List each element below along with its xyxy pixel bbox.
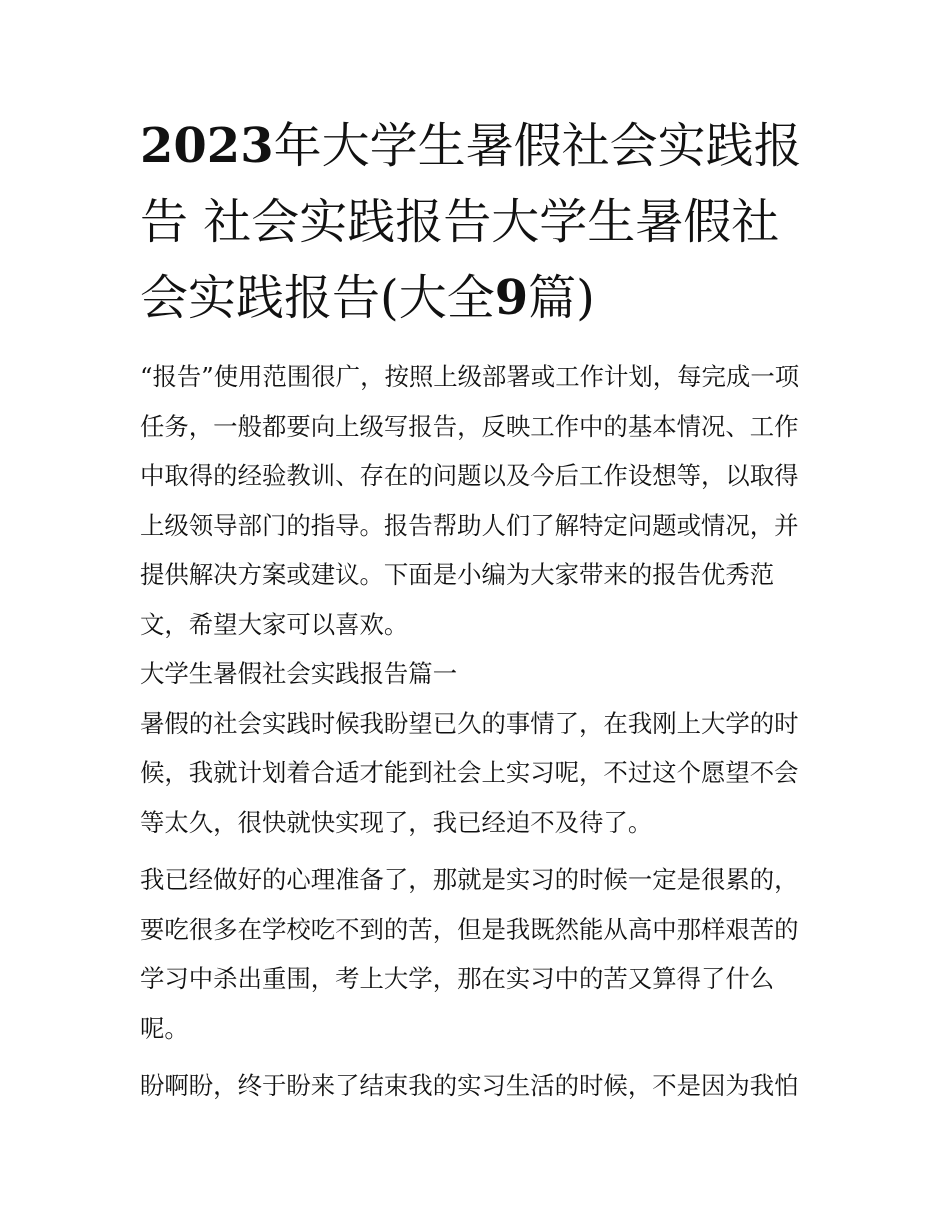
title-year: 2023 — [140, 118, 274, 174]
body-paragraph: 暑假的社会实践时候我盼望已久的事情了，在我刚上大学的时候，我就计划着合适才能到社会上实习呢，不过这个愿望不会等太久，很快就快实现了，我已经迫不及待了。 — [140, 708, 799, 837]
body-paragraph: 我已经做好的心理准备了，那就是实习的时候一定是很累的，要吃很多在学校吃不到的苦，但是我既然能从高中那样艰苦的学习中杀出重围，考上大学，那在实习中的苦又算得了什么呢。 — [140, 865, 799, 1043]
document-body — [140, 352, 812, 1111]
body-paragraph: 盼啊盼，终于盼来了结束我的实习生活的时候，不是因为我怕 — [140, 1071, 799, 1100]
section-heading: 大学生暑假社会实践报告篇一 — [140, 659, 458, 688]
title-main: 年大学生暑假社会实践报告 社会实践报告大学生暑假社会实践报告(大全 — [140, 118, 802, 326]
intro-paragraph: “报告”使用范围很广，按照上级部署或工作计划，每完成一项任务，一般都要向上级写报告，反映工作中的基本情况、工作中取得的经验教训、存在的问题以及今后工作设想等，以取得上级领导部门的指导。报告帮助人们了解特定问题或情况，并提供解决方案或建议。下面是小编为大家带来的报告优秀范文，希望大家可以喜欢。 — [140, 362, 800, 639]
title-count: 9 — [494, 270, 529, 326]
document-page — [140, 108, 812, 1111]
document-title — [140, 108, 812, 336]
title-suffix: 篇) — [528, 270, 595, 326]
